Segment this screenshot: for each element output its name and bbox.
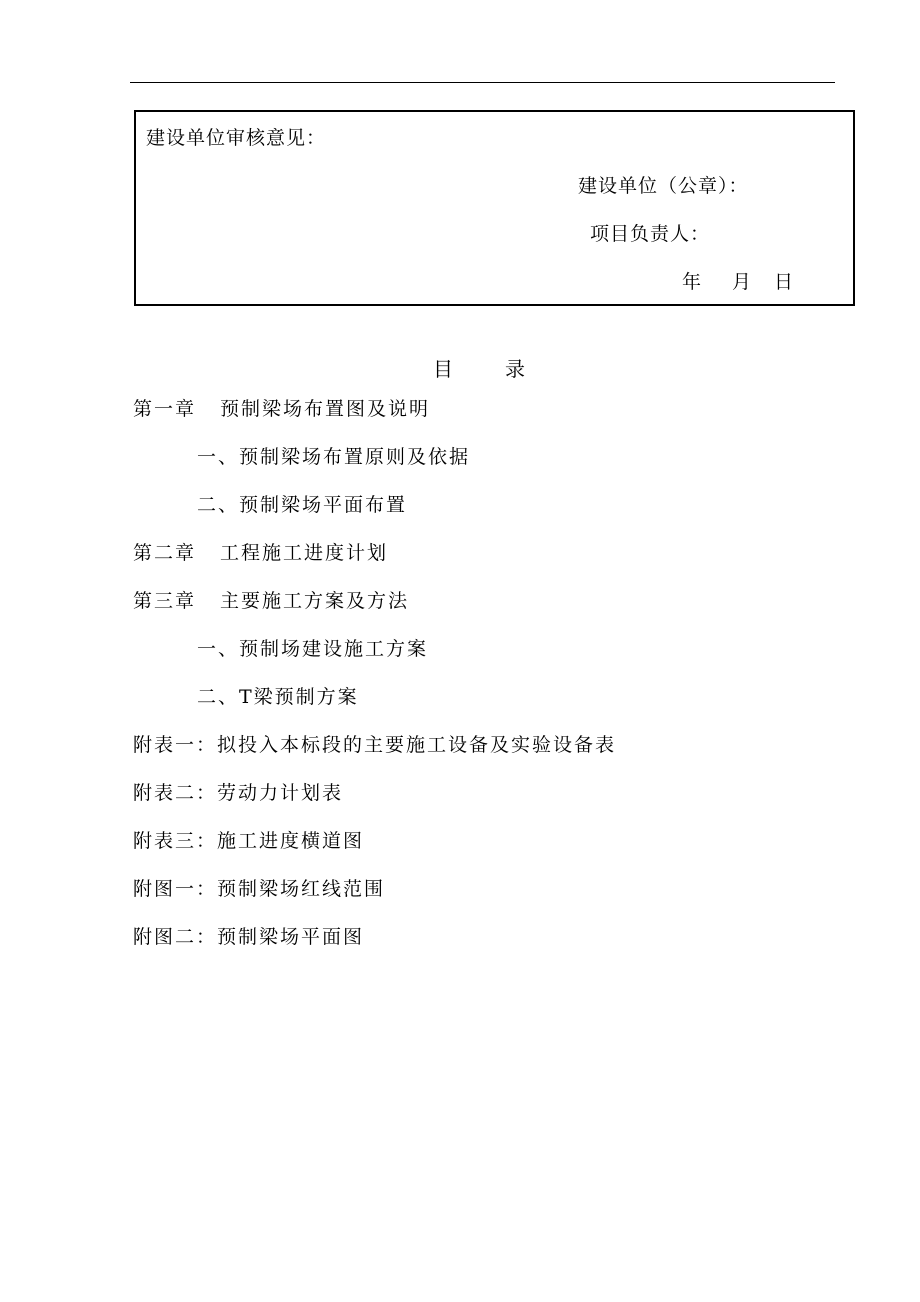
date-line — [682, 270, 794, 294]
date-month: 月 — [732, 271, 753, 293]
toc-entry-appendix-table-3 — [133, 829, 364, 853]
toc-entry-appendix-figure-2 — [133, 925, 364, 949]
toc-entry-label: 第三章 — [133, 590, 197, 612]
toc-entry-text: 附图一：预制梁场红线范围 — [133, 878, 386, 900]
date-year: 年 — [682, 271, 703, 293]
person-in-charge-label: 项目负责人： — [590, 223, 711, 245]
toc-entry-appendix-figure-1 — [133, 877, 385, 901]
toc-entry-text: 二、预制梁场平面布置 — [197, 494, 408, 516]
toc-entry-text: 一、预制梁场布置原则及依据 — [197, 446, 471, 468]
toc-entry-text: 一、预制场建设施工方案 — [197, 638, 429, 660]
toc-entry-label: 第二章 — [133, 542, 197, 564]
toc-entry-label: 第一章 — [133, 398, 197, 420]
toc-entry-chapter-1 — [133, 397, 430, 421]
review-title: 建设单位审核意见： — [146, 127, 327, 149]
toc-entry-text: 附表二：劳动力计划表 — [133, 782, 344, 804]
toc-entry-chapter-2 — [133, 541, 388, 565]
toc-entry-text: 附图二：预制梁场平面图 — [133, 926, 365, 948]
toc-entry-section — [197, 637, 428, 661]
toc-entry-section — [197, 685, 359, 709]
toc-entry-text: 附表三：施工进度横道图 — [133, 830, 365, 852]
toc-entry-text: 附表一：拟投入本标段的主要施工设备及实验设备表 — [133, 734, 617, 756]
toc-entry-text: 预制梁场布置图及说明 — [220, 398, 431, 420]
toc-entry-section — [197, 445, 470, 469]
toc-entry-appendix-table-2 — [133, 781, 343, 805]
toc-entry-text: 二、T梁预制方案 — [197, 686, 359, 708]
review-opinion-box — [134, 110, 855, 306]
toc-title — [433, 356, 525, 382]
header-rule — [130, 82, 835, 83]
date-day: 日 — [774, 271, 795, 293]
toc-title-left: 目 — [433, 357, 453, 381]
toc-entry-appendix-table-1 — [133, 733, 616, 757]
toc-title-right: 录 — [505, 357, 525, 381]
toc-entry-chapter-3 — [133, 589, 409, 613]
toc-entry-text: 主要施工方案及方法 — [220, 590, 410, 612]
toc-entry-section — [197, 493, 407, 517]
toc-entry-text: 工程施工进度计划 — [220, 542, 389, 564]
unit-seal-label: 建设单位（公章）： — [578, 175, 749, 197]
